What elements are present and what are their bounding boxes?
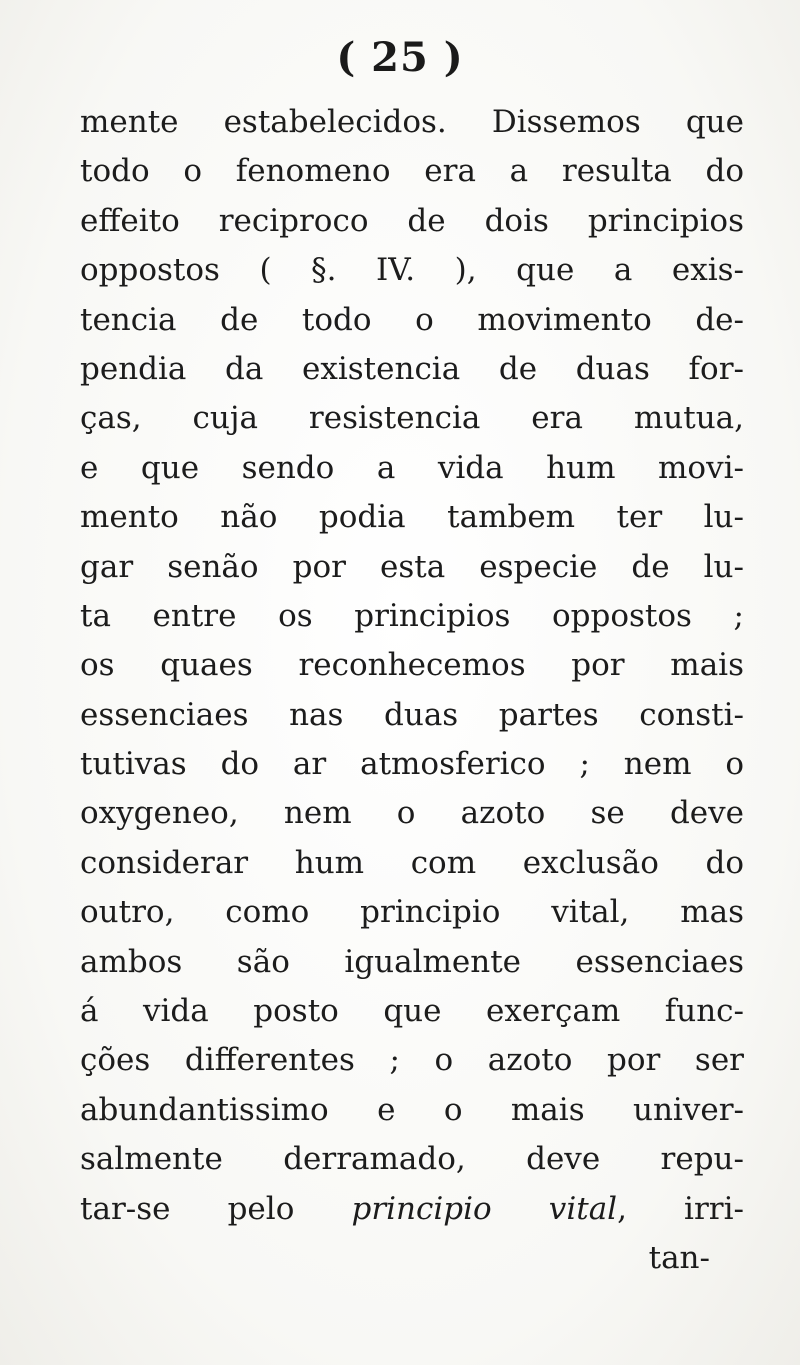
text-line: abundantissimo e o mais univer- — [80, 1091, 744, 1128]
text-line: pendia da existencia de duas for- — [80, 350, 744, 387]
text-line: á vida posto que exerçam func- — [80, 993, 744, 1030]
text-line: ta entre os principios oppostos ; — [80, 597, 744, 634]
text-line: ções differentes ; o azoto por ser — [80, 1042, 744, 1079]
text-line: oppostos ( §. IV. ), que a exis- — [80, 252, 744, 289]
body-text — [80, 98, 744, 1283]
line-text-start: tar-se pelo — [80, 1190, 352, 1227]
italic-phrase: principio vital — [351, 1190, 618, 1227]
text-line: mente estabelecidos. Dissemos que — [80, 104, 744, 140]
text-line: ças, cuja resistencia era mutua, — [80, 400, 744, 437]
text-line: effeito reciproco de dois principios — [80, 202, 744, 239]
text-line: e que sendo a vida hum movi- — [80, 449, 744, 486]
line-text-end: , irri- — [617, 1190, 744, 1227]
text-line: tutivas do ar atmosferico ; nem o — [80, 746, 744, 783]
text-line: mento não podia tambem ter lu- — [80, 499, 744, 536]
text-line: outro, como principio vital, mas — [80, 894, 744, 931]
text-line: os quaes reconhecemos por mais — [80, 647, 744, 684]
page-number: ( 25 ) — [336, 34, 464, 81]
text-line: ambos são igualmente essenciaes — [80, 943, 744, 980]
text-line: oxygeneo, nem o azoto se deve — [80, 795, 744, 832]
text-line: tencia de todo o movimento de- — [80, 301, 744, 338]
text-line: gar senão por esta especie de lu- — [80, 548, 744, 585]
text-line: salmente derramado, deve repu- — [80, 1141, 744, 1178]
text-line: todo o fenomeno era a resulta do — [80, 153, 744, 190]
text-line: essenciaes nas duas partes consti- — [80, 696, 744, 733]
catchword: tan- — [648, 1239, 710, 1276]
text-line: considerar hum com exclusão do — [80, 844, 744, 881]
text-line-italic-phrase — [80, 1185, 744, 1234]
